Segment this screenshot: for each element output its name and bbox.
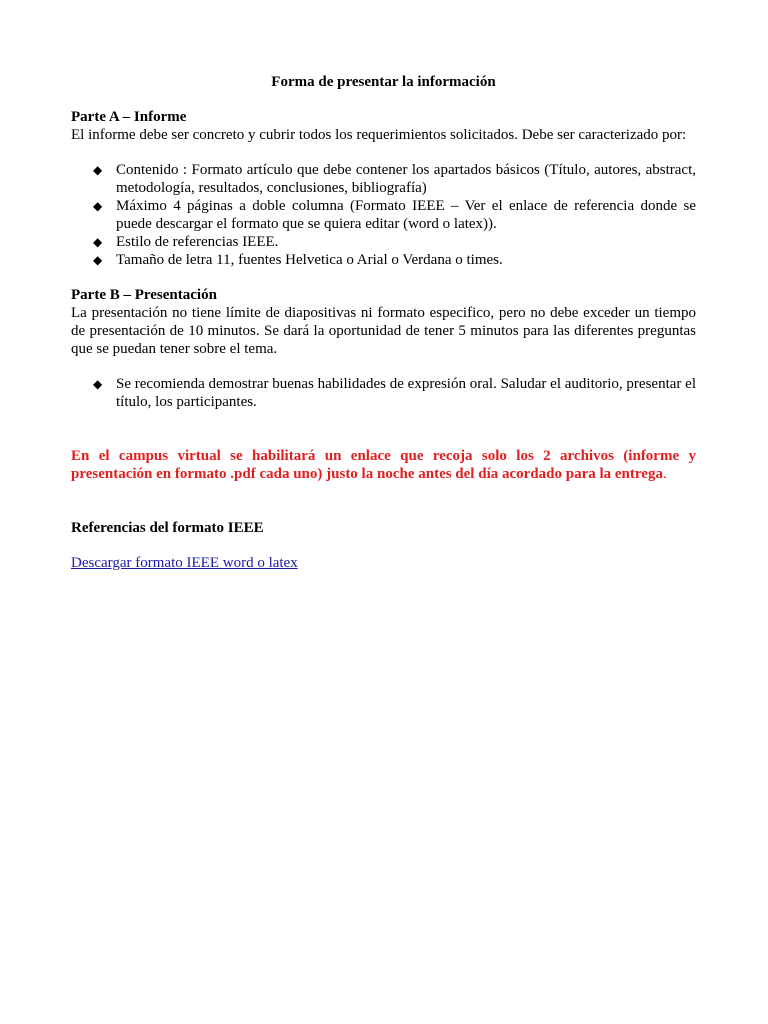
list-item-text: Estilo de referencias IEEE.: [116, 234, 279, 250]
list-item: [71, 233, 696, 251]
list-item-text: Contenido : Formato artículo que debe contener los apartados básicos (Título, autores, abstract, metodología, resultados, conclusiones, bibliografía): [116, 162, 696, 196]
part-a-bullet-list: [71, 161, 696, 269]
diamond-bullet-icon: ◆: [93, 253, 103, 267]
submission-notice-period: .: [662, 466, 667, 482]
diamond-bullet-icon: ◆: [93, 199, 103, 213]
diamond-bullet-icon: ◆: [93, 235, 103, 249]
list-item-text: Máximo 4 páginas a doble columna (Formato IEEE – Ver el enlace de referencia donde se puede descargar el formato que se quiera editar (word o latex)).: [116, 198, 696, 232]
submission-notice: [71, 447, 696, 483]
list-item: [71, 251, 696, 269]
download-ieee-template-link[interactable]: Descargar formato IEEE word o latex: [71, 555, 298, 571]
document-page: [71, 73, 696, 572]
document-title: Forma de presentar la información: [271, 74, 496, 90]
list-item-text: Se recomienda demostrar buenas habilidades de expresión oral. Saludar el auditorio, presentar el título, los participantes.: [116, 376, 696, 410]
diamond-bullet-icon: ◆: [93, 377, 103, 391]
list-item: [71, 375, 696, 411]
list-item-text: Tamaño de letra 11, fuentes Helvetica o Arial o Verdana o times.: [116, 252, 503, 268]
list-item: [71, 161, 696, 197]
part-b-heading: Parte B – Presentación: [71, 287, 217, 303]
part-a-intro: El informe debe ser concreto y cubrir todos los requerimientos solicitados. Debe ser caracterizado por:: [71, 127, 687, 143]
list-item: [71, 197, 696, 233]
submission-notice-text: En el campus virtual se habilitará un enlace que recoja solo los 2 archivos (informe y presentación en formato .pdf cada uno) justo la noche antes del día acordado para la entrega: [71, 448, 696, 482]
part-b-bullet-list: [71, 375, 696, 411]
part-b-intro: La presentación no tiene límite de diapositivas ni formato especifico, pero no debe exceder un tiempo de presentación de 10 minutos. Se dará la oportunidad de tener 5 minutos para las diferentes preguntas que se puedan tener sobre el tema.: [71, 305, 696, 357]
part-a-heading: Parte A – Informe: [71, 109, 187, 125]
references-heading: Referencias del formato IEEE: [71, 520, 264, 536]
diamond-bullet-icon: ◆: [93, 163, 103, 177]
